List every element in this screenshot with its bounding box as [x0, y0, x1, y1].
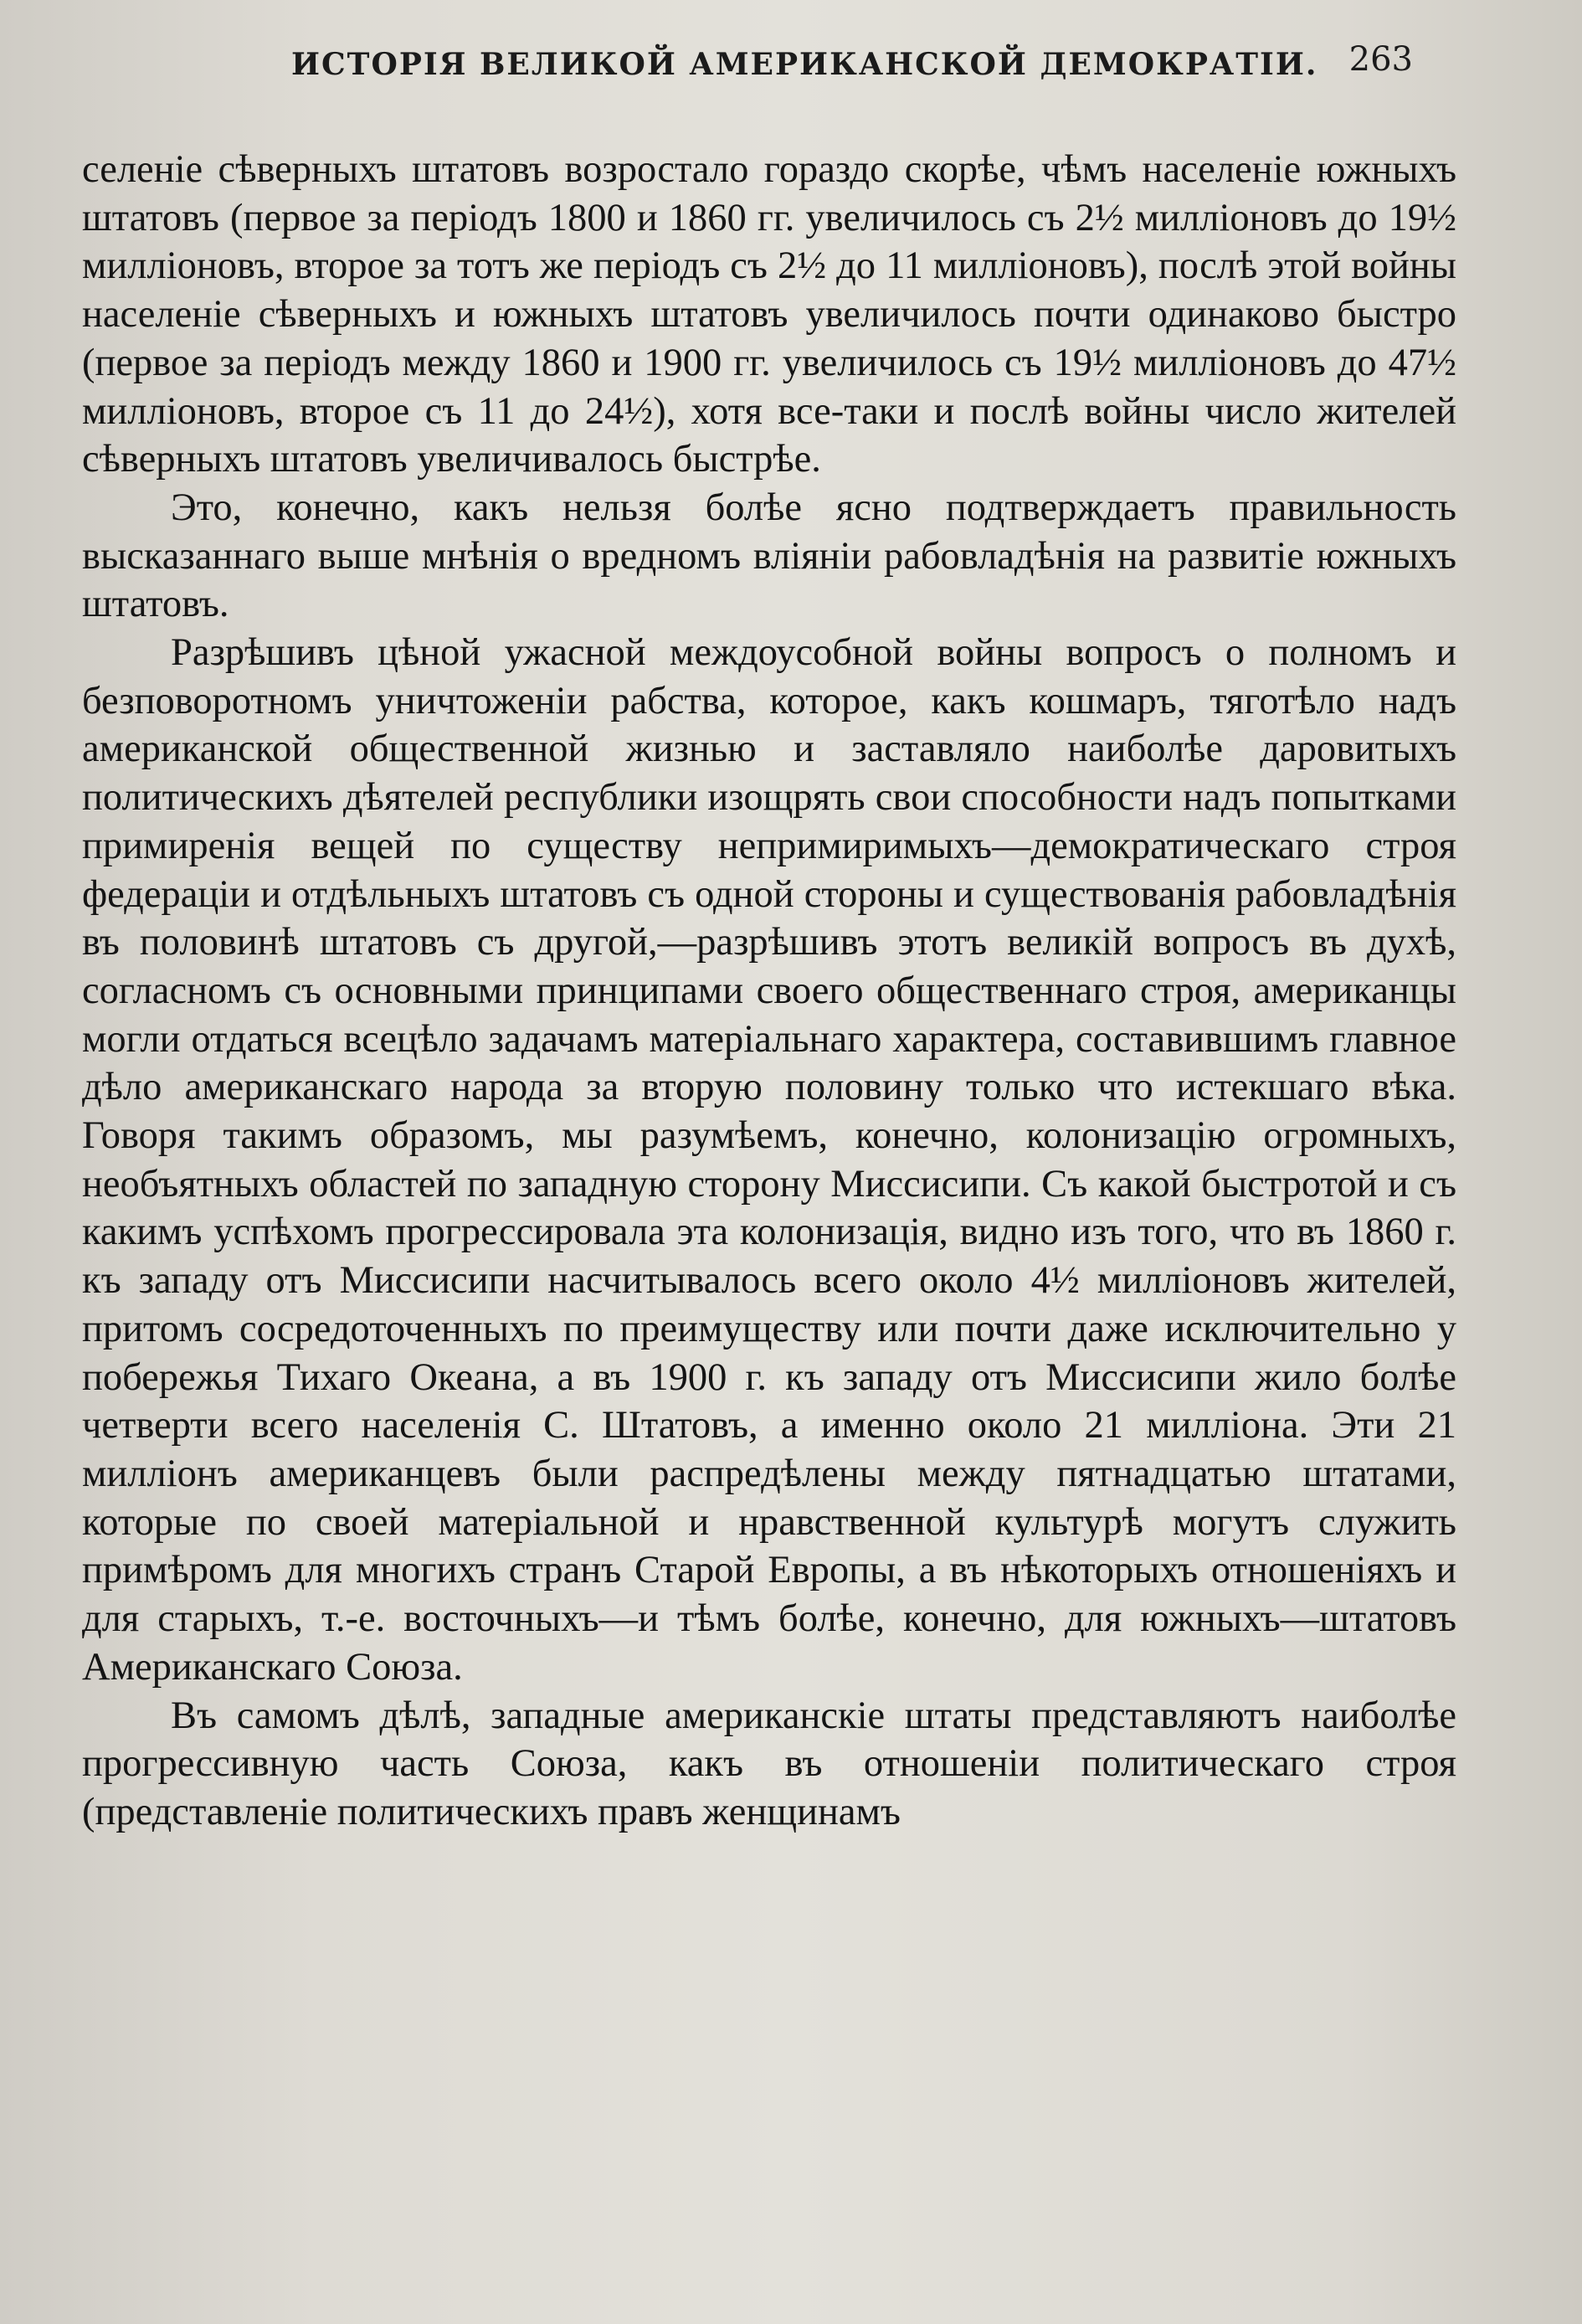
paragraph-continued: селеніе сѣверныхъ штатовъ возростало гораздо скорѣе, чѣмъ населеніе южныхъ штатовъ (первое за періодъ 1800 и 1860 гг. увеличилось съ 2½ милліоновъ до 19½ милліоновъ, второе за тотъ же періодъ съ 2½ до 11 милліоновъ), послѣ этой войны населеніе сѣверныхъ и южныхъ штатовъ увеличилось почти одинаково быстро (первое за періодъ между 1860 и 1900 гг. увеличилось съ 19½ милліоновъ до 47½ милліоновъ, второе съ 11 до 24½), хотя все-таки и послѣ войны число жителей сѣверныхъ штатовъ увеличивалось быстрѣе. — [82, 148, 1456, 481]
body-text — [82, 146, 1456, 1837]
running-head — [82, 37, 1456, 87]
paragraph: Въ самомъ дѣлѣ, западные американскіе штаты представляютъ наиболѣе прогрессивную часть Союза, какъ въ отношеніи политическаго строя (представленіе политическихъ правъ женщинамъ — [82, 1694, 1456, 1833]
running-title: ИСТОРІЯ ВЕЛИКОЙ АМЕРИКАНСКОЙ ДЕМОКРАТІИ. — [291, 47, 1318, 82]
paragraph: Это, конечно, какъ нельзя болѣе ясно подтверждаетъ правильность высказаннаго выше мнѣнія о вредномъ вліяніи рабовладѣнія на развитіе южныхъ штатовъ. — [82, 486, 1456, 626]
page-number: 263 — [1348, 40, 1413, 79]
paragraph: Разрѣшивъ цѣной ужасной междоусобной войны вопросъ о полномъ и безповоротномъ уничтоженіи рабства, которое, какъ кошмаръ, тяготѣло надъ американской общественной жизнью и заставляло наиболѣе даровитыхъ политическихъ дѣятелей республики изощрять свои способности надъ попытками примиренія вещей по существу непримиримыхъ—демократическаго строя федераціи и отдѣльныхъ штатовъ съ одной стороны и существованія рабовладѣнія въ половинѣ штатовъ съ другой,—разрѣшивъ этотъ великій вопросъ въ духѣ, согласномъ съ основными принципами своего общественнаго строя, американцы могли отдаться всецѣло задачамъ матеріальнаго характера, составившимъ главное дѣло американскаго народа за вторую половину только что истекшаго вѣка. Говоря такимъ образомъ, мы разумѣемъ, конечно, колонизацію огромныхъ, необъятныхъ областей по западную сторону Миссисипи. Съ какой быстротой и съ какимъ успѣхомъ прогрессировала эта колонизація, видно изъ того, что въ 1860 г. къ западу отъ Миссисипи насчитывалось всего около 4½ милліоновъ жителей, притомъ сосредоточенныхъ по преимуществу или почти даже исключительно у побережья Тихаго Океана, а въ 1900 г. къ западу отъ Миссисипи жило болѣе четверти всего населенія С. Штатовъ, а именно около 21 милліона. Эти 21 милліонъ американцевъ были распредѣлены между пятнадцатью штатами, которые по своей матеріальной и нравственной культурѣ могутъ служить примѣромъ для многихъ странъ Старой Европы, а въ нѣкоторыхъ отношеніяхъ и для старыхъ, т.-е. восточныхъ—и тѣмъ болѣе, конечно, для южныхъ—штатовъ Американскаго Союза. — [82, 631, 1456, 1689]
